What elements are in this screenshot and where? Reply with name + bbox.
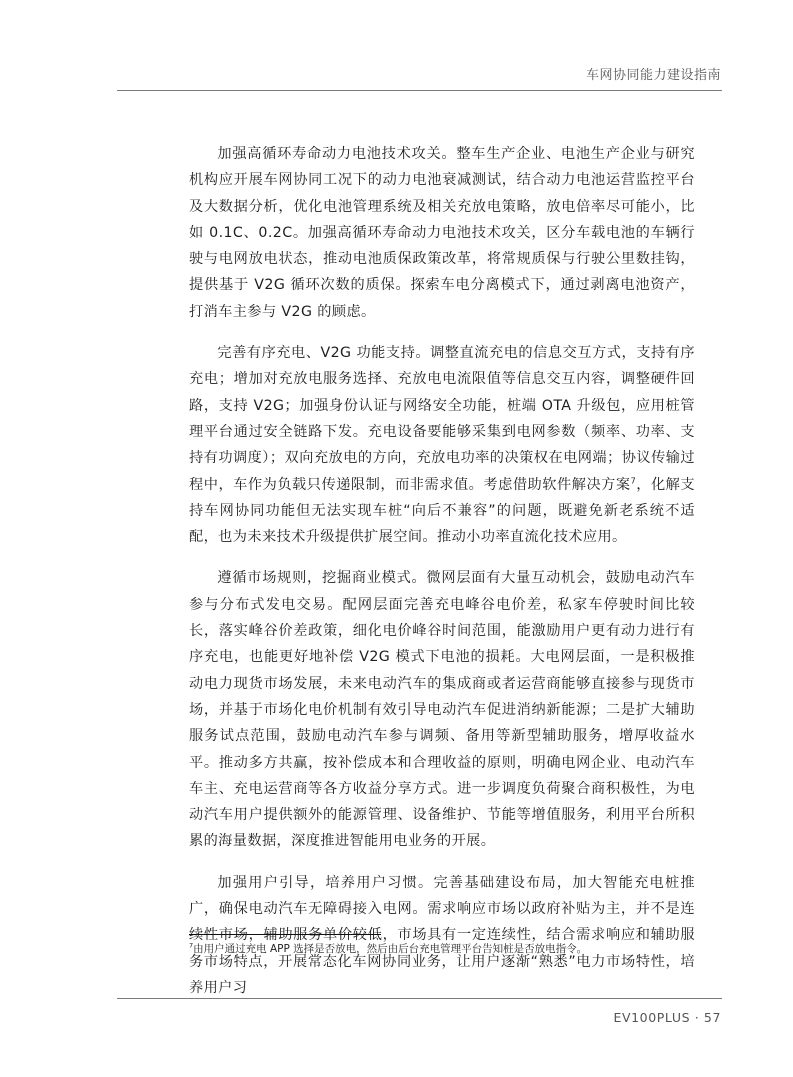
footer-rule xyxy=(117,998,722,999)
publication-name: EV100PLUS xyxy=(613,1010,691,1025)
running-footer xyxy=(613,1010,721,1025)
running-header-title: 车网协同能力建设指南 xyxy=(585,68,721,83)
paragraph-orderly-charging xyxy=(189,340,695,550)
paragraph-market-rules: 遵循市场规则，挖掘商业模式。微网层面有大量互动机会，鼓励电动汽车参与分布式发电交易。配网层面完善充电峰谷电价差，私家车停驶时间比较长，落实峰谷价差政策，细化电价峰谷时间范围，能激励用户更有动力进行有序充电，也能更好地补偿 V2G 模式下电池的损耗。大电网层面，一是积极推动电力现货市场发展，未来电动汽车的集成商或者运营商能够直接参与现货市场，并基于市场化电价机制有效引导电动汽车促进消纳新能源；二是扩大辅助服务试点范围，鼓励电动汽车参与调频、备用等新型辅助服务，增厚收益水平。推动多方共赢，按补偿成本和合理收益的原则，明确电网企业、电动汽车车主、充电运营商等各方收益分享方式。进一步调度负荷聚合商积极性，为电动汽车用户提供额外的能源管理、设备维护、节能等增值服务，利用平台所积累的海量数据，深度推进智能用电业务的开展。 xyxy=(189,570,695,850)
paragraph-user-guidance: 加强用户引导，培养用户习惯。完善基础建设布局，加大智能充电桩推广，确保电动汽车无障碍接入电网。需求响应市场以政府补贴为主，并不是连续性市场，辅助服务单价较低，市场具有一定连续性，结合需求响应和辅助服务市场特点，开展常态化车网协同业务，让用户逐渐“熟悉”电力市场特性，培养用户习 xyxy=(189,874,695,996)
footnote-reference[interactable]: 7 xyxy=(630,475,637,485)
paragraph-battery-technology: 加强高循环寿命动力电池技术攻关。整车生产企业、电池生产企业与研究机构应开展车网协同工况下的动力电池衰减测试，结合动力电池运营监控平台及大数据分析，优化电池管理系统及相关充放电策略，放电倍率尽可能小，比如 0.1C、0.2C。加强高循环寿命动力电池技术攻关，区分车载电池的车辆行驶与电网放电状态，推动电池质保政策改革，将常规质保与行驶公里数挂钩，提供基于 V2G 循环次数的质保。探索车电分离模式下，通过剥离电池资产，打消车主参与 V2G 的顾虑。 xyxy=(189,146,695,320)
paragraph-text-before-note: 完善有序充电、V2G 功能支持。调整直流充电的信息交互方式，支持有序充电；增加对充放电服务选择、充放电电流限值等信息交互内容，调整硬件回路，支持 V2G；加强身份认证与网络安全功能，桩端 OTA 升级包，应用桩管理平台通过安全链路下发。充电设备要能够采集到电网参数（频率、功率、支持有功调度）；双向充放电的方向，充放电功率的决策权在电网端；协议传输过程中，车作为负载只传递限制，而非需求值。考虑借助软件解决方案 xyxy=(189,345,695,493)
footnote xyxy=(189,941,695,957)
footnote-marker: 7 xyxy=(189,941,194,950)
header-rule xyxy=(117,90,722,91)
footnote-text: 由用户通过充电 APP 选择是否放电，然后由后台充电管理平台告知桩是否放电指令。 xyxy=(193,943,588,955)
body-text xyxy=(189,141,695,1016)
footnote-separator xyxy=(189,934,381,935)
footer-separator: · xyxy=(694,1010,700,1025)
page-number: 57 xyxy=(703,1010,721,1025)
paragraph-text-after-note: ，化解支持车网协同功能但无法实现车桩“向后不兼容”的问题，既避免新老系统不适配，也为未来技术升级提供扩展空间。推动小功率直流化技术应用。 xyxy=(189,476,695,546)
